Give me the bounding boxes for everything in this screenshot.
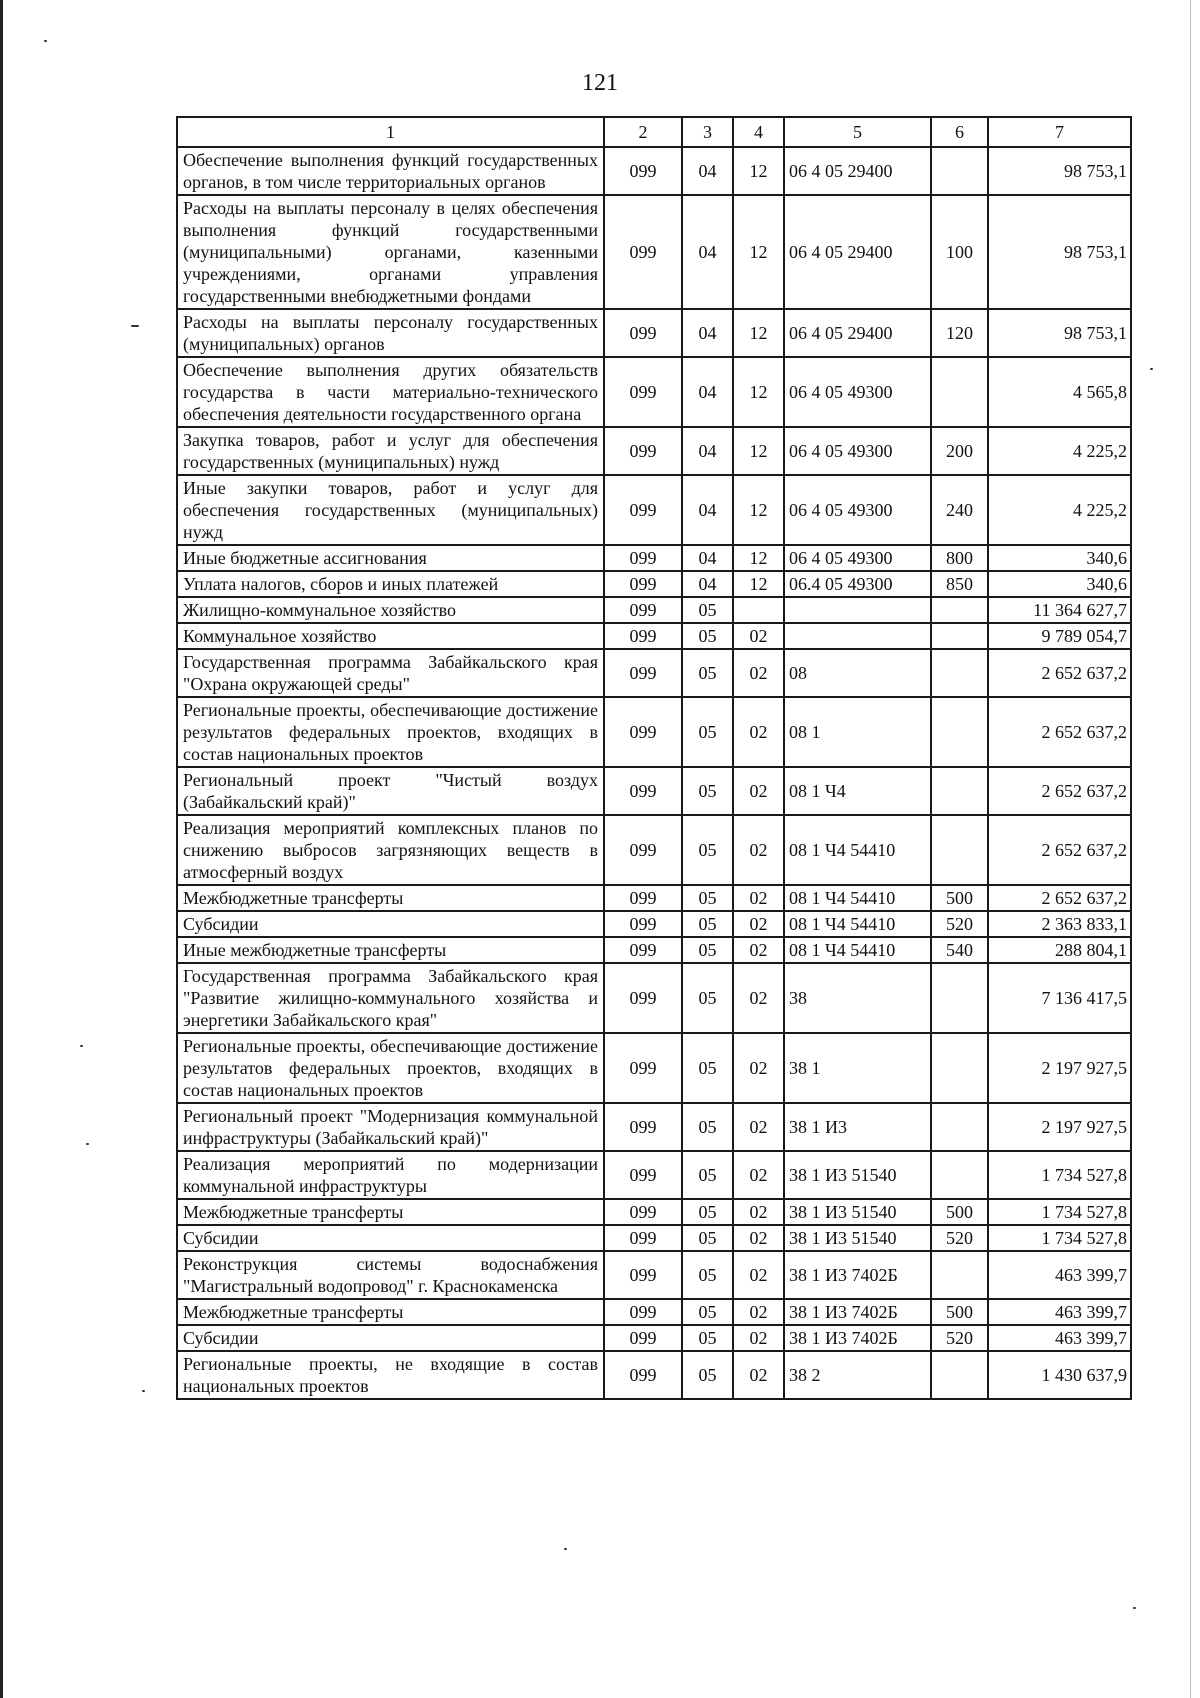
table-row: [177, 649, 1131, 697]
ministry-code-cell: 099: [604, 885, 682, 911]
section-code-cell: 04: [682, 147, 733, 195]
target-article-cell: 06 4 05 29400: [784, 147, 931, 195]
target-article-cell: 08 1 Ч4 54410: [784, 815, 931, 885]
amount-cell: 463 399,7: [988, 1299, 1131, 1325]
amount-cell: 340,6: [988, 545, 1131, 571]
expense-type-cell: [931, 357, 988, 427]
target-article-cell: 06 4 05 49300: [784, 427, 931, 475]
expense-name-cell: Межбюджетные трансферты: [177, 1299, 604, 1325]
subsection-code-cell: [733, 597, 784, 623]
expense-type-cell: [931, 597, 988, 623]
column-header: 2: [604, 117, 682, 147]
amount-cell: 2 652 637,2: [988, 649, 1131, 697]
table-row: [177, 1351, 1131, 1399]
subsection-code-cell: 12: [733, 427, 784, 475]
expense-name-cell: Региональные проекты, не входящие в состав национальных проектов: [177, 1351, 604, 1399]
amount-cell: 9 789 054,7: [988, 623, 1131, 649]
target-article-cell: 06 4 05 49300: [784, 357, 931, 427]
section-code-cell: 05: [682, 1325, 733, 1351]
expense-type-cell: 100: [931, 195, 988, 309]
expense-type-cell: 850: [931, 571, 988, 597]
expense-type-cell: 500: [931, 1199, 988, 1225]
expense-name-cell: Иные бюджетные ассигнования: [177, 545, 604, 571]
amount-cell: 4 225,2: [988, 475, 1131, 545]
target-article-cell: [784, 597, 931, 623]
amount-cell: 4 225,2: [988, 427, 1131, 475]
table-row: [177, 571, 1131, 597]
subsection-code-cell: 12: [733, 195, 784, 309]
amount-cell: 2 652 637,2: [988, 885, 1131, 911]
expense-name-cell: Уплата налогов, сборов и иных платежей: [177, 571, 604, 597]
table-row: [177, 767, 1131, 815]
amount-cell: 340,6: [988, 571, 1131, 597]
ministry-code-cell: 099: [604, 1325, 682, 1351]
ministry-code-cell: 099: [604, 195, 682, 309]
table-row: [177, 427, 1131, 475]
expense-type-cell: 200: [931, 427, 988, 475]
ministry-code-cell: 099: [604, 649, 682, 697]
table-row: [177, 885, 1131, 911]
subsection-code-cell: 02: [733, 1299, 784, 1325]
section-code-cell: 05: [682, 767, 733, 815]
section-code-cell: 05: [682, 1351, 733, 1399]
amount-cell: 98 753,1: [988, 195, 1131, 309]
scan-speck: [86, 1143, 89, 1145]
amount-cell: 2 652 637,2: [988, 697, 1131, 767]
section-code-cell: 04: [682, 309, 733, 357]
amount-cell: 1 734 527,8: [988, 1151, 1131, 1199]
amount-cell: 1 734 527,8: [988, 1225, 1131, 1251]
expense-type-cell: 500: [931, 1299, 988, 1325]
amount-cell: 2 652 637,2: [988, 767, 1131, 815]
expense-name-cell: Жилищно-коммунальное хозяйство: [177, 597, 604, 623]
section-code-cell: 05: [682, 697, 733, 767]
table-row: [177, 1199, 1131, 1225]
section-code-cell: 04: [682, 427, 733, 475]
amount-cell: 463 399,7: [988, 1251, 1131, 1299]
subsection-code-cell: 02: [733, 623, 784, 649]
table-row: [177, 597, 1131, 623]
section-code-cell: 04: [682, 571, 733, 597]
target-article-cell: [784, 623, 931, 649]
column-header: 1: [177, 117, 604, 147]
table-row: [177, 1225, 1131, 1251]
target-article-cell: 38: [784, 963, 931, 1033]
section-code-cell: 05: [682, 937, 733, 963]
expense-type-cell: 120: [931, 309, 988, 357]
subsection-code-cell: 12: [733, 147, 784, 195]
target-article-cell: 38 1: [784, 1033, 931, 1103]
subsection-code-cell: 02: [733, 1251, 784, 1299]
subsection-code-cell: 02: [733, 1351, 784, 1399]
expense-name-cell: Реализация мероприятий по модернизации коммунальной инфраструктуры: [177, 1151, 604, 1199]
amount-cell: 98 753,1: [988, 147, 1131, 195]
table-row: [177, 147, 1131, 195]
ministry-code-cell: 099: [604, 937, 682, 963]
section-code-cell: 05: [682, 1103, 733, 1151]
ministry-code-cell: 099: [604, 1151, 682, 1199]
amount-cell: 2 363 833,1: [988, 911, 1131, 937]
section-code-cell: 05: [682, 1251, 733, 1299]
expense-name-cell: Расходы на выплаты персоналу в целях обеспечения выполнения функций государственными (муниципальными) органами, казенными учреждениями, органами управления государственными внебюджетными фондами: [177, 195, 604, 309]
target-article-cell: 38 1 И3 7402Б: [784, 1299, 931, 1325]
table-row: [177, 911, 1131, 937]
target-article-cell: 06 4 05 49300: [784, 545, 931, 571]
ministry-code-cell: 099: [604, 1351, 682, 1399]
expense-name-cell: Иные закупки товаров, работ и услуг для обеспечения государственных (муниципальных) нужд: [177, 475, 604, 545]
ministry-code-cell: 099: [604, 571, 682, 597]
table-row: [177, 1299, 1131, 1325]
subsection-code-cell: 02: [733, 1033, 784, 1103]
scan-speck: [1150, 368, 1153, 370]
expense-name-cell: Региональные проекты, обеспечивающие достижение результатов федеральных проектов, входящих в состав национальных проектов: [177, 1033, 604, 1103]
expense-name-cell: Государственная программа Забайкальского края "Развитие жилищно-коммунального хозяйства и энергетики Забайкальского края": [177, 963, 604, 1033]
expense-type-cell: [931, 815, 988, 885]
column-header: 7: [988, 117, 1131, 147]
table-row: [177, 963, 1131, 1033]
table-row: [177, 195, 1131, 309]
expense-type-cell: 520: [931, 1225, 988, 1251]
expense-name-cell: Закупка товаров, работ и услуг для обеспечения государственных (муниципальных) нужд: [177, 427, 604, 475]
target-article-cell: 08 1 Ч4: [784, 767, 931, 815]
ministry-code-cell: 099: [604, 1033, 682, 1103]
expense-name-cell: Субсидии: [177, 911, 604, 937]
expense-type-cell: 800: [931, 545, 988, 571]
table-row: [177, 937, 1131, 963]
table-row: [177, 697, 1131, 767]
ministry-code-cell: 099: [604, 963, 682, 1033]
ministry-code-cell: 099: [604, 815, 682, 885]
expense-name-cell: Субсидии: [177, 1225, 604, 1251]
ministry-code-cell: 099: [604, 697, 682, 767]
expense-name-cell: Межбюджетные трансферты: [177, 885, 604, 911]
table-row: [177, 545, 1131, 571]
expense-name-cell: Иные межбюджетные трансферты: [177, 937, 604, 963]
expense-type-cell: [931, 697, 988, 767]
page-number: 121: [582, 70, 618, 96]
section-code-cell: 05: [682, 963, 733, 1033]
expense-type-cell: 500: [931, 885, 988, 911]
subsection-code-cell: 02: [733, 1199, 784, 1225]
amount-cell: 2 197 927,5: [988, 1103, 1131, 1151]
column-header: 4: [733, 117, 784, 147]
column-header: 6: [931, 117, 988, 147]
amount-cell: 7 136 417,5: [988, 963, 1131, 1033]
ministry-code-cell: 099: [604, 597, 682, 623]
expense-name-cell: Региональный проект "Модернизация коммунальной инфраструктуры (Забайкальский край)": [177, 1103, 604, 1151]
expense-name-cell: Обеспечение выполнения других обязательств государства в части материально-технического обеспечения деятельности государственного органа: [177, 357, 604, 427]
target-article-cell: 38 1 И3 51540: [784, 1151, 931, 1199]
ministry-code-cell: 099: [604, 911, 682, 937]
section-code-cell: 05: [682, 815, 733, 885]
table-row: [177, 1325, 1131, 1351]
expense-type-cell: [931, 767, 988, 815]
scan-edge-left: [0, 0, 3, 1698]
target-article-cell: 06 4 05 49300: [784, 475, 931, 545]
amount-cell: 1 734 527,8: [988, 1199, 1131, 1225]
scan-speck: [80, 1045, 83, 1047]
table-row: [177, 1151, 1131, 1199]
scan-edge-right: [1190, 0, 1191, 1698]
target-article-cell: 38 1 И3 7402Б: [784, 1251, 931, 1299]
scan-speck: [142, 1390, 145, 1392]
subsection-code-cell: 12: [733, 571, 784, 597]
budget-table: [176, 116, 1132, 1400]
target-article-cell: 38 1 И3: [784, 1103, 931, 1151]
column-header: 5: [784, 117, 931, 147]
expense-name-cell: Реализация мероприятий комплексных планов по снижению выбросов загрязняющих веществ в атмосферный воздух: [177, 815, 604, 885]
amount-cell: 4 565,8: [988, 357, 1131, 427]
scan-speck: [131, 325, 139, 327]
subsection-code-cell: 02: [733, 815, 784, 885]
section-code-cell: 05: [682, 1299, 733, 1325]
amount-cell: 1 430 637,9: [988, 1351, 1131, 1399]
expense-name-cell: Государственная программа Забайкальского края "Охрана окружающей среды": [177, 649, 604, 697]
ministry-code-cell: 099: [604, 623, 682, 649]
expense-name-cell: Региональные проекты, обеспечивающие достижение результатов федеральных проектов, входящих в состав национальных проектов: [177, 697, 604, 767]
ministry-code-cell: 099: [604, 1225, 682, 1251]
subsection-code-cell: 02: [733, 1325, 784, 1351]
target-article-cell: 08 1 Ч4 54410: [784, 885, 931, 911]
table-row: [177, 309, 1131, 357]
table-row: [177, 475, 1131, 545]
expense-name-cell: Обеспечение выполнения функций государственных органов, в том числе территориальных органов: [177, 147, 604, 195]
expense-type-cell: 520: [931, 911, 988, 937]
ministry-code-cell: 099: [604, 1199, 682, 1225]
expense-name-cell: Расходы на выплаты персоналу государственных (муниципальных) органов: [177, 309, 604, 357]
amount-cell: 288 804,1: [988, 937, 1131, 963]
amount-cell: 11 364 627,7: [988, 597, 1131, 623]
ministry-code-cell: 099: [604, 147, 682, 195]
amount-cell: 2 197 927,5: [988, 1033, 1131, 1103]
section-code-cell: 04: [682, 475, 733, 545]
expense-type-cell: [931, 1351, 988, 1399]
subsection-code-cell: 12: [733, 545, 784, 571]
section-code-cell: 05: [682, 1033, 733, 1103]
ministry-code-cell: 099: [604, 309, 682, 357]
table-row: [177, 1103, 1131, 1151]
section-code-cell: 05: [682, 1151, 733, 1199]
table-row: [177, 357, 1131, 427]
section-code-cell: 04: [682, 195, 733, 309]
subsection-code-cell: 02: [733, 1225, 784, 1251]
subsection-code-cell: 02: [733, 767, 784, 815]
target-article-cell: 38 1 И3 7402Б: [784, 1325, 931, 1351]
ministry-code-cell: 099: [604, 475, 682, 545]
table-header-row: [177, 117, 1131, 147]
ministry-code-cell: 099: [604, 1251, 682, 1299]
ministry-code-cell: 099: [604, 1103, 682, 1151]
expense-type-cell: [931, 963, 988, 1033]
expense-name-cell: Субсидии: [177, 1325, 604, 1351]
subsection-code-cell: 02: [733, 649, 784, 697]
subsection-code-cell: 02: [733, 911, 784, 937]
section-code-cell: 05: [682, 597, 733, 623]
target-article-cell: 06.4 05 49300: [784, 571, 931, 597]
expense-name-cell: Региональный проект "Чистый воздух (Забайкальский край)": [177, 767, 604, 815]
subsection-code-cell: 02: [733, 1151, 784, 1199]
expense-name-cell: Реконструкция системы водоснабжения "Магистральный водопровод" г. Краснокаменска: [177, 1251, 604, 1299]
section-code-cell: 05: [682, 1199, 733, 1225]
ministry-code-cell: 099: [604, 357, 682, 427]
expense-type-cell: [931, 147, 988, 195]
amount-cell: 463 399,7: [988, 1325, 1131, 1351]
subsection-code-cell: 02: [733, 697, 784, 767]
target-article-cell: 38 1 И3 51540: [784, 1199, 931, 1225]
expense-type-cell: 540: [931, 937, 988, 963]
target-article-cell: 38 1 И3 51540: [784, 1225, 931, 1251]
expense-name-cell: Межбюджетные трансферты: [177, 1199, 604, 1225]
ministry-code-cell: 099: [604, 545, 682, 571]
table-row: [177, 1033, 1131, 1103]
expense-type-cell: 520: [931, 1325, 988, 1351]
expense-type-cell: [931, 623, 988, 649]
ministry-code-cell: 099: [604, 767, 682, 815]
table-row: [177, 1251, 1131, 1299]
subsection-code-cell: 12: [733, 475, 784, 545]
section-code-cell: 05: [682, 1225, 733, 1251]
section-code-cell: 05: [682, 911, 733, 937]
amount-cell: 98 753,1: [988, 309, 1131, 357]
section-code-cell: 04: [682, 357, 733, 427]
section-code-cell: 05: [682, 885, 733, 911]
expense-type-cell: [931, 1151, 988, 1199]
amount-cell: 2 652 637,2: [988, 815, 1131, 885]
subsection-code-cell: 02: [733, 885, 784, 911]
scan-speck: [564, 1548, 567, 1550]
expense-name-cell: Коммунальное хозяйство: [177, 623, 604, 649]
target-article-cell: 06 4 05 29400: [784, 195, 931, 309]
section-code-cell: 04: [682, 545, 733, 571]
scan-speck: [1133, 1607, 1136, 1609]
section-code-cell: 05: [682, 623, 733, 649]
expense-type-cell: [931, 649, 988, 697]
table-row: [177, 815, 1131, 885]
scan-speck: [44, 40, 47, 42]
target-article-cell: 06 4 05 29400: [784, 309, 931, 357]
subsection-code-cell: 12: [733, 357, 784, 427]
expense-type-cell: [931, 1251, 988, 1299]
subsection-code-cell: 02: [733, 1103, 784, 1151]
expense-type-cell: [931, 1103, 988, 1151]
target-article-cell: 08: [784, 649, 931, 697]
subsection-code-cell: 02: [733, 963, 784, 1033]
table-row: [177, 623, 1131, 649]
target-article-cell: 08 1 Ч4 54410: [784, 937, 931, 963]
expense-type-cell: 240: [931, 475, 988, 545]
section-code-cell: 05: [682, 649, 733, 697]
ministry-code-cell: 099: [604, 427, 682, 475]
target-article-cell: 38 2: [784, 1351, 931, 1399]
target-article-cell: 08 1: [784, 697, 931, 767]
subsection-code-cell: 12: [733, 309, 784, 357]
subsection-code-cell: 02: [733, 937, 784, 963]
ministry-code-cell: 099: [604, 1299, 682, 1325]
target-article-cell: 08 1 Ч4 54410: [784, 911, 931, 937]
expense-type-cell: [931, 1033, 988, 1103]
column-header: 3: [682, 117, 733, 147]
